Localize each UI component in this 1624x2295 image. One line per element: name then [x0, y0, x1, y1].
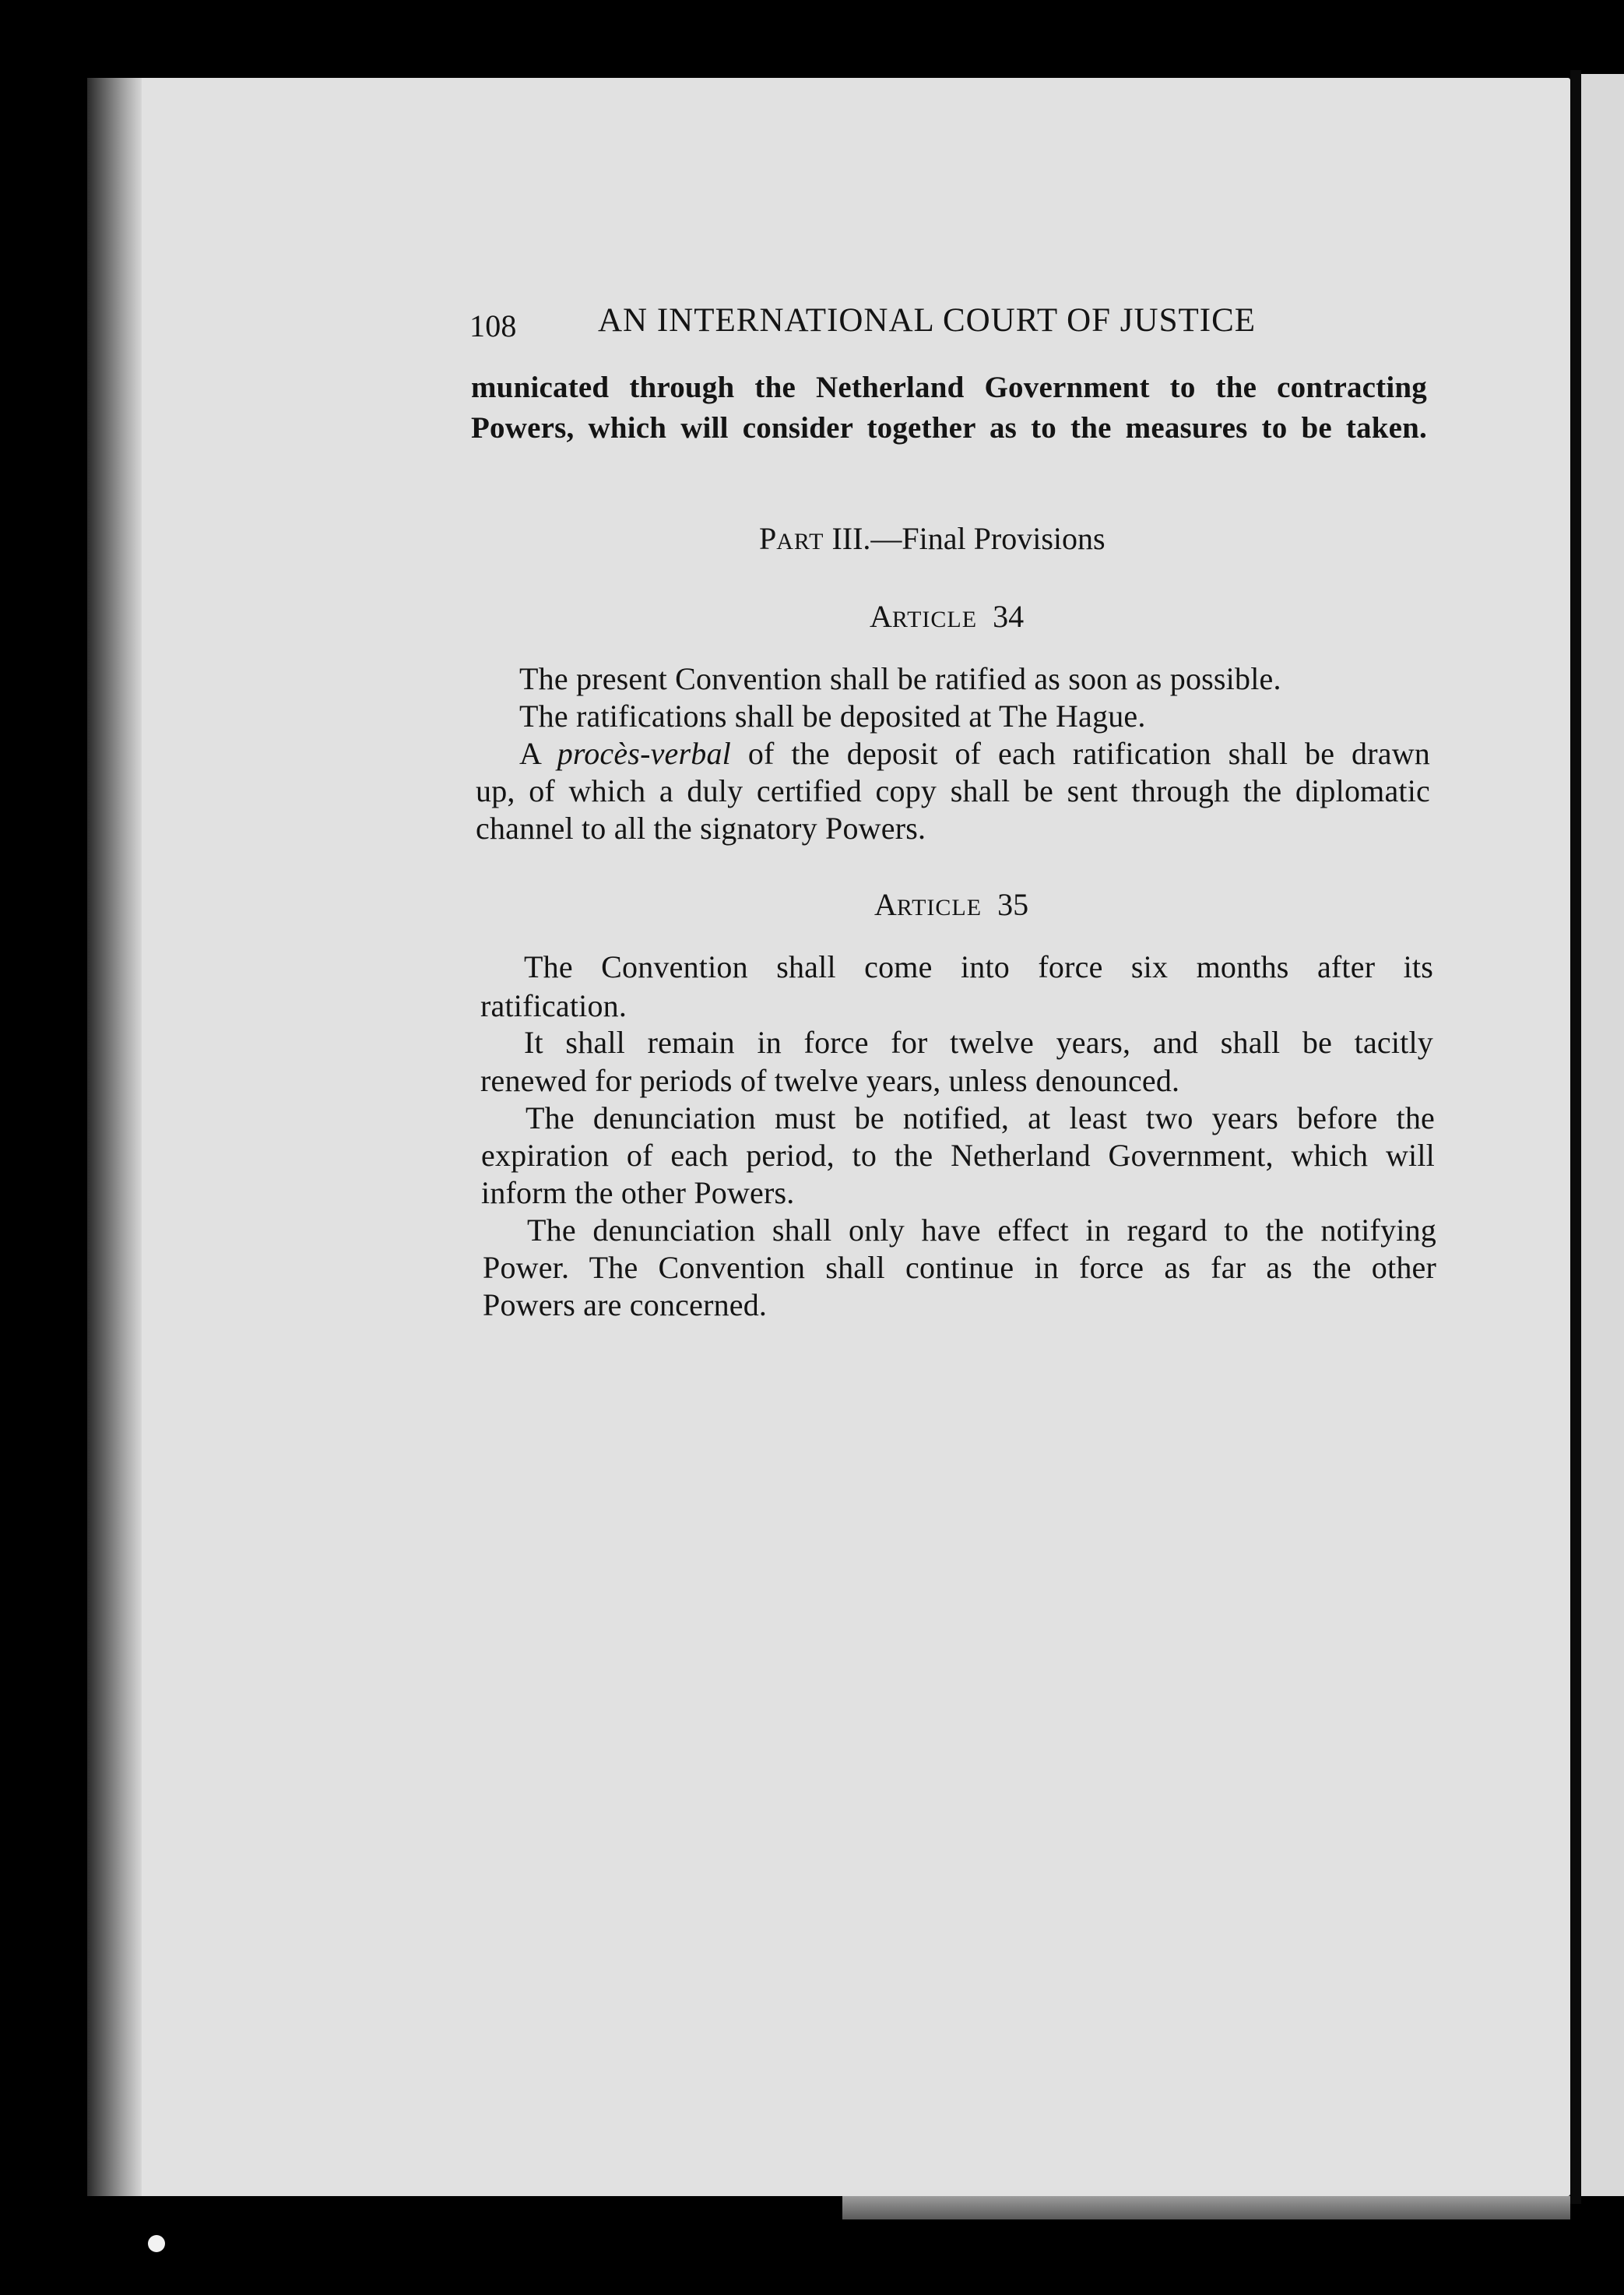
article-35-paragraph-3-line-1: The denunciation must be notified, at least two years before the	[526, 1100, 1435, 1135]
article-34-paragraph-3-line-2: up, of which a duly certified copy shall be sent through the diplomatic	[476, 773, 1430, 808]
page-edge	[1570, 70, 1581, 2204]
article-35-paragraph-2-line-1: It shall remain in force for twelve years, and shall be tacitly	[524, 1025, 1433, 1060]
article-35-paragraph-2-line-2: renewed for periods of twelve years, unless denounced.	[480, 1063, 1180, 1098]
article-35-initial: A	[874, 887, 897, 922]
continuation-line-2: Powers, which will consider together as to the measures to be taken.	[471, 411, 1427, 445]
article-34-paragraph-3-line-3: channel to all the signatory Powers.	[476, 811, 926, 846]
part-heading-title: III.—Final Provisions	[824, 521, 1106, 556]
page-number: 108	[469, 308, 517, 343]
article-34-p3-prefix: A	[519, 736, 557, 771]
article-34-paragraph-2: The ratifications shall be deposited at The Hague.	[519, 699, 1146, 734]
article-35-paragraph-1-line-1: The Convention shall come into force six months after its	[524, 949, 1433, 984]
scan-dot	[148, 2235, 165, 2252]
article-34-p3-rest: of the deposit of each ratification shall be drawn	[730, 736, 1430, 771]
article-35-number: 35	[997, 887, 1029, 922]
article-34-initial: A	[870, 599, 892, 634]
continuation-line-1: municated through the Netherland Government to the contracting	[471, 371, 1427, 404]
article-34-heading	[870, 598, 1024, 639]
binding-shadow	[87, 78, 142, 2196]
article-34-smallcaps: RTICLE	[891, 607, 978, 632]
article-35-paragraph-4-line-3: Powers are concerned.	[483, 1287, 768, 1322]
article-35-smallcaps: RTICLE	[896, 895, 982, 920]
running-title: AN INTERNATIONAL COURT OF JUSTICE	[598, 302, 1257, 339]
article-34-paragraph-3-line-1	[519, 735, 1430, 773]
part-heading-smallcaps: ART	[776, 529, 824, 554]
article-35-paragraph-3-line-2: expiration of each period, to the Netherland Government, which will	[481, 1138, 1435, 1173]
article-34-number: 34	[993, 599, 1025, 634]
adjacent-page-edge	[1581, 74, 1624, 2196]
article-35-paragraph-4-line-1: The denunciation shall only have effect in regard to the notifying	[527, 1213, 1436, 1248]
article-35-heading	[874, 886, 1028, 927]
article-35-paragraph-4-line-2: Power. The Convention shall continue in force as far as the other	[483, 1250, 1436, 1285]
proces-verbal-italic: procès-verbal	[557, 736, 731, 771]
article-35-paragraph-3-line-3: inform the other Powers.	[481, 1175, 795, 1210]
bottom-scan-border	[87, 2196, 842, 2295]
article-35-paragraph-1-line-2: ratification.	[480, 988, 627, 1023]
part-heading	[759, 520, 1106, 561]
article-34-paragraph-1: The present Convention shall be ratified as soon as possible.	[519, 661, 1281, 696]
part-heading-initial: P	[759, 521, 777, 556]
